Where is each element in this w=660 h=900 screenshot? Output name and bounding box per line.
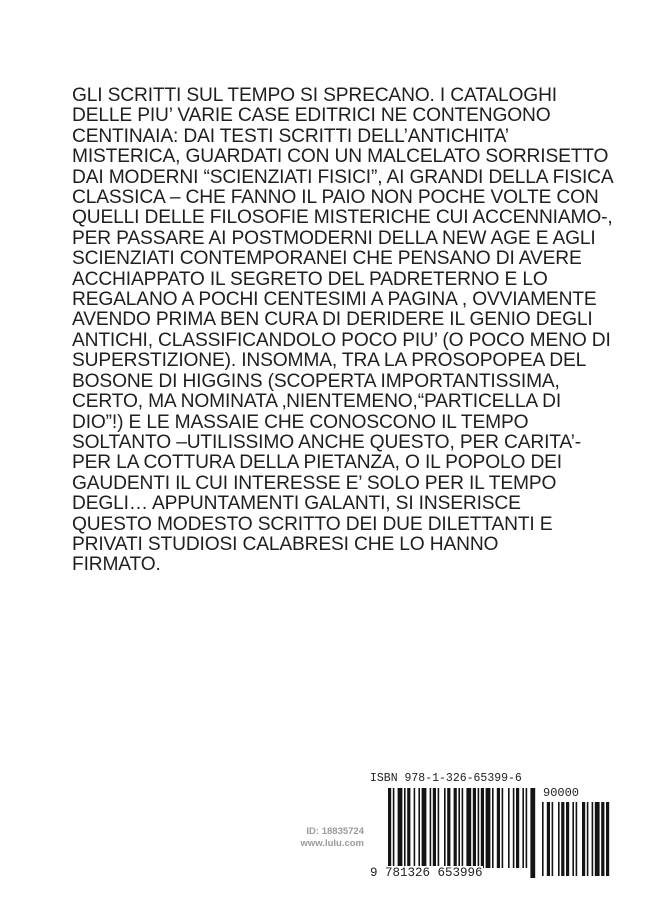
blurb-line: DIO”!) E LE MASSAIE CHE CONOSCONO IL TEMPO (72, 411, 529, 433)
barcode-addon-bar (601, 802, 604, 876)
barcode-bar (526, 788, 528, 868)
barcode-addon-bar (582, 802, 585, 876)
blurb-line: DEGLI… APPUNTAMENTI GALANTI, SI INSERISCE (72, 493, 521, 515)
barcode-addon-bar (566, 802, 569, 876)
blurb-line: DELLE PIU’ VARIE CASE EDITRICI NE CONTENGONO (72, 105, 551, 127)
blurb-line: ACCHIAPPATO IL SEGRETO DEL PADRETERNO E LO (72, 268, 548, 290)
barcode-bar (492, 788, 494, 868)
barcode-addon-bar (587, 802, 589, 876)
blurb-line: SOLTANTO –UTILISSIMO ANCHE QUESTO, PER CARITA’- (72, 431, 581, 453)
blurb-text (72, 86, 632, 576)
barcode-bar (462, 788, 464, 878)
barcode-bar (433, 788, 436, 868)
barcode-addon-bar (561, 802, 564, 876)
barcode-bar (454, 788, 457, 868)
barcode-bar (447, 788, 450, 868)
barcode-bar (473, 788, 476, 868)
barcode-bar (486, 788, 491, 868)
printer-website: www.lulu.com (300, 838, 364, 849)
barcode-bar (513, 788, 515, 868)
blurb-line: GLI SCRITTI SUL TEMPO SI SPRECANO. I CATALOGHI (72, 85, 557, 106)
barcode-bar (516, 788, 519, 868)
barcode-addon-bar (552, 802, 554, 876)
barcode-bar (393, 788, 395, 868)
barcode-bar (530, 788, 535, 878)
blurb-line: BOSONE DI HIGGINS (SCOPERTA IMPORTANTISSIMA, (72, 370, 560, 392)
blurb-line: SUPERSTIZIONE). INSOMMA, TRA LA PROSOPOPEA DEL (72, 350, 587, 372)
barcode-bar (418, 788, 420, 868)
blurb-line: PRIVATI STUDIOSI CALABRESI CHE LO HANNO (72, 533, 499, 555)
barcode-bar (481, 788, 484, 868)
barcode-bar (438, 788, 440, 868)
blurb-line: DAI MODERNI “SCIENZIATI FISICI”, AI GRANDI DELLA FISICA (72, 166, 614, 188)
blurb-line: CLASSICA – CHE FANNO IL PAIO NON POCHE VOLTE CON (72, 187, 599, 209)
printer-identifier (246, 826, 364, 850)
barcode-bar (407, 788, 410, 868)
barcode-bar (444, 788, 446, 868)
isbn-label: ISBN 978-1-326-65399-6 (370, 772, 522, 785)
blurb-line: CENTINAIA: DAI TESTI SCRITTI DELL’ANTICHITA’ (72, 125, 509, 147)
barcode-bar (502, 788, 504, 868)
barcode-bar (522, 788, 524, 868)
isbn-barcode-block (370, 772, 620, 882)
barcode-bar (430, 788, 432, 868)
barcode-bar (478, 788, 480, 868)
ean-digits: 9 781326 653996 (370, 866, 483, 880)
barcode-addon-bar (542, 802, 544, 876)
barcode-addon-bar (595, 802, 600, 876)
barcode-bar (398, 788, 403, 868)
blurb-line: FIRMATO. (72, 554, 161, 576)
barcode-bar (404, 788, 406, 868)
blurb-line: QUELLI DELLE FILOSOFIE MISTERICHE CUI ACCENNIAMO-, (72, 207, 613, 229)
blurb-line: SCIENZIATI CONTEMPORANEI CHE PENSANO DI AVERE (72, 248, 582, 270)
barcode-addon-bar (547, 802, 550, 876)
barcode-addon-bar (576, 802, 578, 876)
blurb-line: ANTICHI, CLASSIFICANDOLO POCO PIU’ (O POCO MENO DI (72, 329, 611, 351)
barcode-bar (466, 788, 471, 868)
barcode-bar (458, 788, 460, 878)
barcode-addon-bar (572, 802, 574, 876)
blurb-line: PER PASSARE AI POSTMODERNI DELLA NEW AGE E AGLI (72, 227, 596, 249)
blurb-line: PER LA COTTURA DELLA PIETANZA, O IL POPOLO DEI (72, 452, 562, 474)
printer-id-label: ID: 18835724 (306, 826, 364, 837)
blurb-line: QUESTO MODESTO SCRITTO DEI DUE DILETTANTI E (72, 513, 553, 535)
blurb-line: MISTERICA, GUARDATI CON UN MALCELATO SORRISETTO (72, 146, 609, 168)
blurb-line: REGALANO A POCHI CENTESIMI A PAGINA , OVVIAMENTE (72, 289, 597, 311)
barcode-bar (388, 788, 391, 878)
price-code: 90000 (543, 786, 580, 800)
barcode-addon-bar (592, 802, 594, 876)
blurb-line: CERTO, MA NOMINATA ‚NIENTEMENO,“PARTICELLA DI (72, 391, 562, 413)
blurb-line: GAUDENTI IL CUI INTERESSE E’ SOLO PER IL TEMPO (72, 472, 557, 494)
barcode-addon-bar (606, 802, 609, 876)
barcode-bar (414, 788, 416, 868)
barcode-addon-bar (558, 802, 560, 876)
barcode-bar (508, 788, 510, 868)
barcode-bar (422, 788, 427, 868)
blurb-line: AVENDO PRIMA BEN CURA DI DERIDERE IL GENIO DEGLI (72, 309, 593, 331)
barcode-bar (497, 788, 500, 868)
